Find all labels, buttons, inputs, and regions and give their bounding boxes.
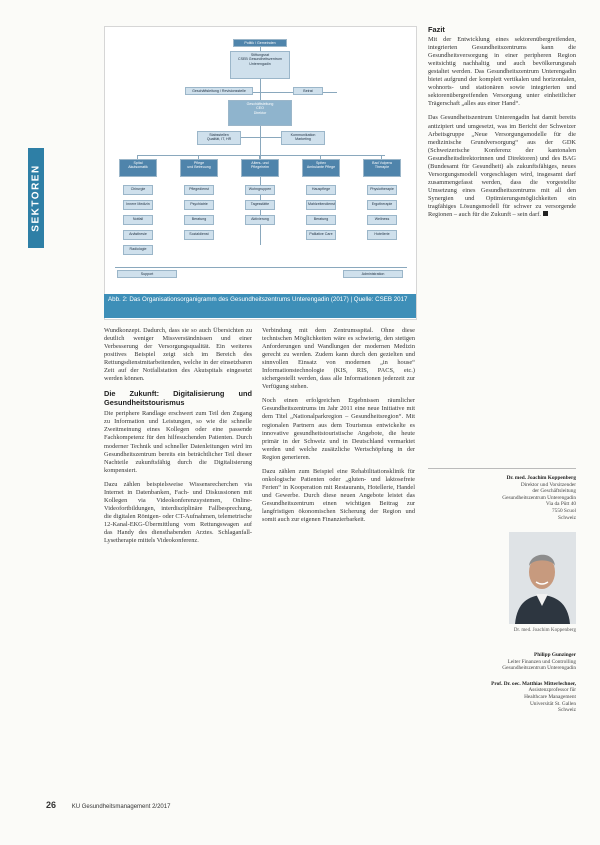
col2-paragraph-3: Dazu zählen zum Beispiel eine Rehabilitationsklinik für onkologische Patienten oder „gluten- und laktosefreie Ferien“ in Kooperation mit Restaurants, Hotellerie, Handel und Gewerbe. Durch diese neuen Angebote leistet das Gesundheitszentrum einen wichtigen Beitrag zur langfristigen ökonomischen Sicherung der Region und somit auch zur eigenen Finanzierbarkeit.: [262, 467, 415, 524]
author-1-line: Schweiz: [558, 514, 576, 521]
org-board-box: Stiftungsrat CSEB Gesundheitszentrum Unterengadin: [230, 51, 290, 79]
author-2: [430, 652, 576, 672]
org-dept-item: Physiotherapie: [367, 185, 397, 195]
col1-paragraph-1: Wundkonzept. Dadurch, dass sie so auch Übersichten zu deutlich weniger Missverständnissen und einer Verbesserung der Versorgungsqualität. Ein weiteres positives Beispiel zeigt sich im Bereich des Rettungsdienstmitarbeitenden, welche in der einsetzbaren Zeit auf der Notfallstation des Akutspitals eingesetzt werden können.: [104, 327, 252, 383]
author-3-line: Assistenzprofessor für: [528, 687, 576, 694]
org-dept-box: Pflege und Betreuung: [180, 159, 218, 177]
org-top-box: Politik / Gemeinden: [233, 39, 287, 47]
author-divider: [428, 468, 576, 469]
org-dept-item: Tagesstätte: [245, 200, 275, 210]
text-column-3: [428, 26, 576, 225]
col3-paragraph-1: Mit der Entwicklung eines sektorenübergreifenden, integrierten Gesundheitszentrums kann die Gesundheitsversorgung in einer peripheren Region weitsichtig nachhaltig und auch bevölkerungsnah gestaltet werden. Das Gesundheitszentrum Unterengadin bietet aufgrund der komplett vertikalen und horizontalen, wohnorts- und stationären sowie integrierten und sektorenübergreifenden Versorgung unter einheitlicher Trägerschaft „alles aus einer Hand“.: [428, 36, 576, 108]
org-dept-item: Palliative Care: [306, 230, 336, 240]
org-dept-item: Sozialdienst: [184, 230, 214, 240]
author-1-line: Gesundheitszentrum Unterengadin: [502, 494, 576, 501]
author-1-line: Direktor und Vorsitzender: [520, 481, 576, 488]
author-1-line: 7550 Scuol: [552, 507, 576, 514]
org-dept-item: Mahlzeitendienst: [306, 200, 336, 210]
text-column-2: [262, 327, 415, 530]
author-block: [430, 475, 576, 530]
page-number: 26: [46, 800, 57, 810]
org-dept-item: Psychiatrie: [184, 200, 214, 210]
author-3-name: Prof. Dr. oec. Matthias Mitterlechner,: [491, 680, 576, 687]
org-connector: [115, 267, 407, 268]
col2-paragraph-1: Verbindung mit dem Zentrumsspital. Ohne diese technischen Möglichkeiten wäre es schwierig, den stetigen Anforderungen und Wandlungen der modernen Medizin gerecht zu werden. Zudem kann durch den gezielten und sinnvollen Einsatz von modernen „in house“ Informationstechnologie (KIS, RIS, PACS, etc.) sichergestellt werden, dass alle Informationen jederzeit zur Verfügung stehen.: [262, 327, 415, 391]
fazit-heading: Fazit: [428, 25, 445, 34]
org-dept-item: Chirurgie: [123, 185, 153, 195]
org-connector: [137, 155, 385, 156]
org-dept-item: Beratung: [184, 215, 214, 225]
org-dept-item: Wohngruppen: [245, 185, 275, 195]
author-2-line: Leiter Finanzen und Controlling: [507, 658, 576, 665]
org-chart: [105, 27, 416, 292]
org-dept-item: Innere Medizin: [123, 200, 153, 210]
author-1-name: Dr. med. Joachim Koppenberg: [506, 475, 576, 481]
page-footer: [46, 800, 170, 810]
col3-paragraph-2-text: Das Gesundheitszentrum Unterengadin hat damit bereits antizipiert und umgesetzt, was im Bericht der Schweizer Arbeitsgruppe „Neue Versorgungsmodelle für die medizinische Grundversorgung“ aus der GDK (Schweizerische Konferenz der kantonalen Gesundheitsdirektorinnen und Direktoren) und des BAG (Bundesamt für Gesundheit) als zukunftsfähiges, neues Versorgungsmodell vorgeschlagen wird, insgesamt darf zusammengefasst werden, dass die vorgestellte Umsetzung eines Gesundheitszentrums mit all den Synergien und Optimierungsmöglichkeiten ein tragfähiges Lösungsmodell für schwer zu versorgende Regionen – auch für die Zukunft – sein darf.: [428, 114, 576, 219]
author-photo: [509, 532, 576, 624]
org-dept-box: Bad Vulpera Therapie: [363, 159, 401, 177]
author-3-line: Healthcare Management: [524, 693, 576, 700]
author-3-line: Universität St. Gallen: [529, 700, 576, 707]
author-1-line: Via da Pütt 40: [545, 501, 576, 508]
col2-paragraph-2: Noch einen erfolgreichen Ergebnissen räumlicher Gesundheitszentrums im Jahr 2011 eine neue Initiative mit dem Titel „Nationalparkregion – Gesundheitsregion“. Mit regionalen Partnern aus dem Tourismus entwickelte es innovative gesundheitstouristische Angebote, die heute primär in der Schweiz und in Deutschland vermarktet werden und welche zusätzliche Wertschöpfung in der Region generieren.: [262, 397, 415, 461]
author-2-name: Philipp Gunzinger: [534, 652, 576, 658]
col1-paragraph-2: Die periphere Randlage erschwert zum Teil den Zugang zu Information und Leistungen, so wie die schnelle Zweitmeinung eines Kollegen oder eine passende Fachkompetenz für den hilfesuchenden Patienten. Durch moderner Technik und schneller Datenleitungen wird im Gesundheitszentrum bereits ein beträchtlicher Teil dieser Nachteile zukunftsfähig durch die Digitalisierung kompensiert.: [104, 410, 252, 474]
end-square-icon: [543, 211, 548, 216]
section-tab: [28, 148, 44, 248]
org-ceo-box: Geschäftsleitung CEO Direktor: [228, 100, 292, 126]
author-3-line: Schweiz: [558, 707, 576, 714]
org-sub-right-box: Kommunikation Marketing: [281, 131, 325, 145]
section-tab-label: SEKTOREN: [30, 164, 42, 232]
author-block-2: [430, 652, 576, 723]
org-dept-item: Anästhesie: [123, 230, 153, 240]
org-dept-item: Pflegedienst: [184, 185, 214, 195]
author-1: [430, 475, 576, 521]
org-dept-item: Ergotherapie: [367, 200, 397, 210]
org-footer-left: Support: [117, 270, 177, 278]
org-dept-item: Aktivierung: [245, 215, 275, 225]
journal-name: KU Gesundheitsmanagement 2/2017: [71, 804, 171, 810]
org-chart-figure: [104, 26, 417, 320]
col3-paragraph-2: [428, 114, 576, 219]
org-dept-box: Alters- und Pflegeheim: [241, 159, 279, 177]
org-dept-item: Radiologie: [123, 245, 153, 255]
col1-heading: Die Zukunft: Digitalisierung und Gesundheitstourismus: [104, 389, 252, 408]
org-sub-left-box: Stabsstellen Qualität, IT, HR: [197, 131, 241, 145]
org-dept-item: Notfall: [123, 215, 153, 225]
col1-paragraph-3: Dazu zählen beispielsweise Wissensrecherchen via Internet in Datenbanken, Fach- und Diskussionen mit Kollegen via Videokonferenzsystemen, Online-Videofortbildungen, interdisziplinäre Fallbesprechung, die digitalen Röntgen- oder CT-Aufnahmen, telemetrische 12-Kanal-EKG-Übermittlung vom Rettungswagen auf das Handy des diensthabenden Arztes. Schlaganfall-Lysetherapie mittels Videokonferenz.: [104, 480, 252, 545]
org-board-right-box: Beirat: [293, 87, 323, 95]
org-dept-item: Hauspflege: [306, 185, 336, 195]
figure-caption: Abb. 2: Das Organisationsorganigramm des Gesundheitszentrums Unterengadin (2017) | Quelle: CSEB 2017: [104, 294, 416, 318]
org-dept-box: Spital Akutsomatik: [119, 159, 157, 177]
author-2-line: Gesundheitszentrum Unterengadin: [502, 665, 576, 672]
org-dept-box: Spitex Ambulante Pflege: [302, 159, 340, 177]
text-column-1: [104, 327, 252, 551]
photo-caption: Dr. med. Joachim Koppenberg: [513, 627, 576, 633]
org-dept-item: Hotellerie: [367, 230, 397, 240]
org-dept-item: Beratung: [306, 215, 336, 225]
org-dept-item: Wellness: [367, 215, 397, 225]
org-footer-right: Administration: [343, 270, 403, 278]
portrait-image: [509, 532, 576, 624]
author-1-line: der Geschäftsleitung: [532, 488, 576, 495]
author-3: [430, 681, 576, 714]
org-board-left-box: Geschäftsleitung / Revisionsstelle: [185, 87, 253, 95]
